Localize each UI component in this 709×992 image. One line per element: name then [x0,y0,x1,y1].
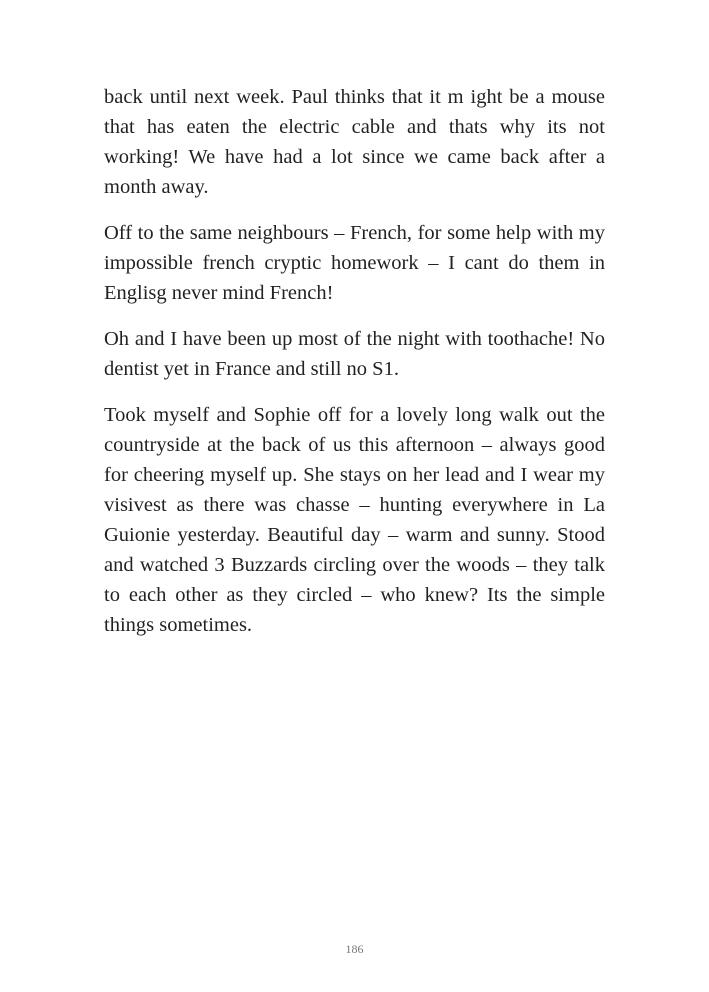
body-text [104,82,605,656]
paragraph: Took myself and Sophie off for a lovely long walk out the countryside at the back of us this afternoon – always good for cheering myself up. She stays on her lead and I wear my visivest as there was chasse – hunting everywhere in La Guionie yesterday. Beautiful day – warm and sunny. Stood and watched 3 Buzzards circling over the woods – they talk to each other as they circled – who knew? Its the simple things sometimes. [104,404,605,636]
page-number: 186 [345,942,364,956]
paragraph: Oh and I have been up most of the night with toothache! No dentist yet in France and still no S1. [104,328,605,380]
paragraph: Off to the same neighbours – French, for some help with my impossible french cryptic homework – I cant do them in Englisg never mind French! [104,222,605,304]
paragraph: back until next week. Paul thinks that it m ight be a mouse that has eaten the electric cable and thats why its not working! We have had a lot since we came back after a month away. [104,86,605,198]
